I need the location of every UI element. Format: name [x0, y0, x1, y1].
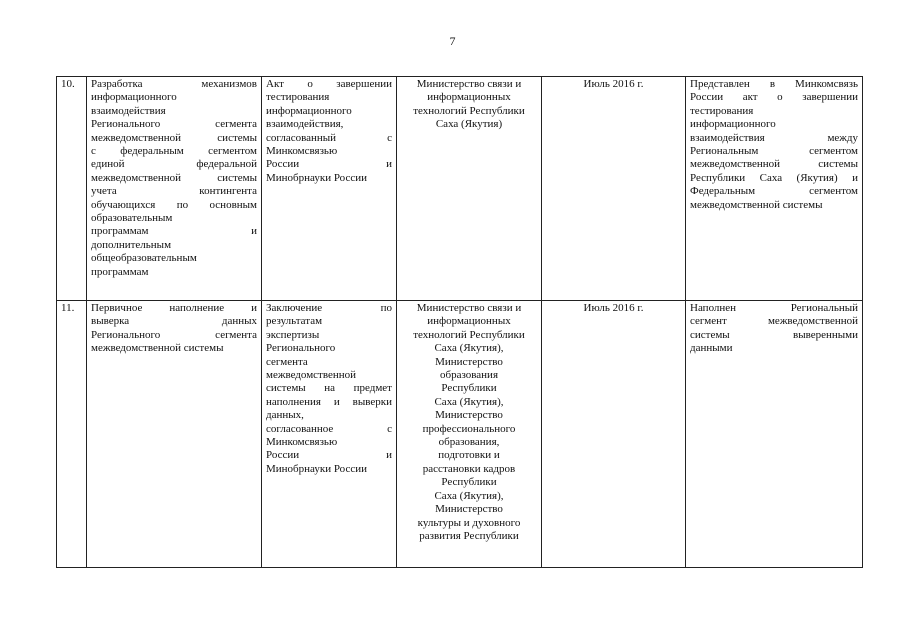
cell-text-line: единой федеральной	[91, 158, 257, 171]
cell-text-line: взаимодействия между	[690, 131, 858, 144]
cell-text-line: расстановки кадров	[422, 462, 516, 475]
cell-text-line: Разработка механизмов	[91, 78, 257, 90]
cell-text-line: Республики	[441, 382, 497, 395]
cell-text-line: тестирования	[690, 104, 754, 117]
cell-text-line: культуры и духовного	[417, 516, 521, 529]
cell-text-line: тестирования	[266, 91, 330, 104]
cell-text-line: Республики	[441, 476, 497, 489]
cell-text-line: Минобрнауки России	[266, 171, 367, 184]
cell-text-line: общеобразовательным	[91, 252, 197, 265]
cell-text-line: Минкомсвязью	[266, 436, 338, 449]
cell-text-line: межведомственной системы	[690, 158, 858, 171]
cell-text-line: системы выверенными	[690, 328, 858, 341]
cell-text-line: выверка данных	[91, 315, 257, 328]
cell-text-line: Республики Саха (Якутия) и	[690, 171, 858, 184]
cell-text-line: Наполнен Региональный	[690, 302, 858, 314]
cell-text-line: Первичное наполнение и	[91, 302, 257, 314]
cell-text-line: профессионального	[422, 422, 516, 435]
table-row	[57, 77, 863, 301]
result-cell	[262, 301, 397, 568]
cell-text-line: данных,	[266, 409, 304, 422]
cell-text-line: информационных	[427, 315, 511, 328]
cell-text-line: Саха (Якутия)	[435, 118, 503, 131]
cell-text-line: информационного	[266, 104, 352, 117]
deadline-cell: Июль 2016 г.	[542, 301, 686, 568]
deadline-cell: Июль 2016 г.	[542, 77, 686, 301]
cell-text-line: Саха (Якутия),	[434, 395, 504, 408]
cell-text-line: Министерство	[435, 355, 503, 368]
cell-text-line: данными	[690, 342, 733, 355]
cell-text-line: Министерство связи и	[416, 78, 522, 90]
cell-text-line: согласованное с	[266, 422, 392, 435]
cell-text-line: технологий Республики	[413, 328, 525, 341]
cell-text-line: Федеральным сегментом	[690, 185, 858, 198]
cell-text-line: России и	[266, 449, 392, 462]
activity-cell	[87, 77, 262, 301]
cell-text-line: России и	[266, 158, 392, 171]
cell-text-line: Министерство	[435, 409, 503, 422]
cell-text-line: информационного	[690, 118, 776, 131]
cell-text-line: Регионального сегмента	[91, 118, 257, 131]
cell-text-line: межведомственной системы	[91, 342, 224, 355]
cell-text-line: информационных	[427, 91, 511, 104]
status-cell	[686, 77, 863, 301]
cell-text-line: подготовки и	[438, 449, 500, 462]
cell-text-line: Регионального	[266, 342, 336, 355]
cell-text-line: Министерство связи и	[416, 302, 522, 314]
responsible-cell	[397, 301, 542, 568]
cell-text-line: межведомственной системы	[91, 171, 257, 184]
cell-text-line: Представлен в Минкомсвязь	[690, 78, 858, 90]
cell-text-line: межведомственной	[266, 369, 357, 382]
cell-text-line: учета контингента	[91, 185, 257, 198]
row-number-cell: 10.	[57, 77, 87, 301]
cell-text-line: образования,	[438, 436, 500, 449]
table-row	[57, 301, 863, 568]
responsible-cell	[397, 77, 542, 301]
cell-text-line: Минобрнауки России	[266, 462, 367, 475]
cell-text-line: Саха (Якутия),	[434, 489, 504, 502]
cell-text-line: Минкомсвязью	[266, 145, 338, 158]
cell-text-line: экспертизы	[266, 328, 320, 341]
status-cell	[686, 301, 863, 568]
cell-text-line: программам и	[91, 225, 257, 238]
cell-text-line: сегмента	[266, 355, 308, 368]
cell-text-line: Региональным сегментом	[690, 145, 858, 158]
cell-text-line: наполнения и выверки	[266, 395, 392, 408]
cell-text-line: Акт о завершении	[266, 78, 392, 90]
cell-text-line: обучающихся по основным	[91, 198, 257, 211]
cell-text-line: программам	[91, 265, 149, 278]
cell-text-line: сегмент межведомственной	[690, 315, 858, 328]
cell-text-line: образовательным	[91, 212, 173, 225]
cell-text-line: развития Республики	[419, 529, 519, 542]
cell-text-line: с федеральным сегментом	[91, 145, 257, 158]
cell-text-line: информационного	[91, 91, 177, 104]
cell-text-line: межведомственной системы	[690, 198, 823, 211]
cell-text-line: взаимодействия	[91, 104, 166, 117]
document-table	[56, 76, 863, 568]
cell-text-line: результатам	[266, 315, 323, 328]
cell-text-line: Заключение по	[266, 302, 392, 314]
cell-text-line: образования	[439, 369, 499, 382]
result-cell	[262, 77, 397, 301]
cell-text-line: дополнительным	[91, 238, 172, 251]
activity-cell	[87, 301, 262, 568]
cell-text-line: технологий Республики	[413, 104, 525, 117]
cell-text-line: взаимодействия,	[266, 118, 344, 131]
page-number: 7	[449, 34, 456, 48]
row-number-cell: 11.	[57, 301, 87, 568]
cell-text-line: Саха (Якутия),	[434, 342, 504, 355]
cell-text-line: межведомственной системы	[91, 131, 257, 144]
cell-text-line: согласованный с	[266, 131, 392, 144]
cell-text-line: системы на предмет	[266, 382, 392, 395]
cell-text-line: Министерство	[435, 503, 503, 516]
cell-text-line: Регионального сегмента	[91, 328, 257, 341]
cell-text-line: России акт о завершении	[690, 91, 858, 104]
